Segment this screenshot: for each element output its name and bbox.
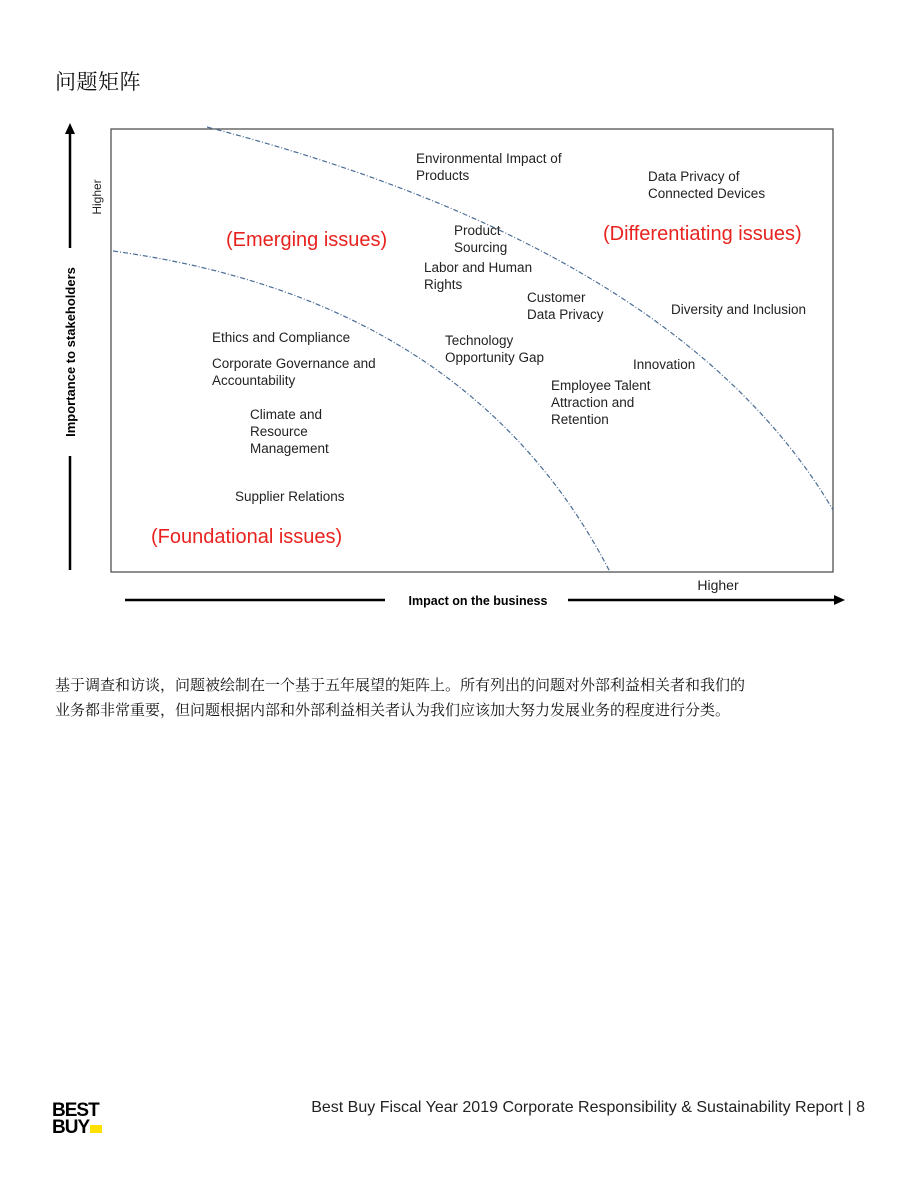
issue-environmental-impact: Environmental Impact of Products [416, 151, 562, 183]
footer-report-title: Best Buy Fiscal Year 2019 Corporate Responsibility & Sustainability Report | 8 [311, 1099, 865, 1116]
issue-diversity: Diversity and Inclusion [671, 302, 807, 317]
x-axis-label: Impact on the business [408, 594, 548, 608]
y-axis-label: Importance to stakeholders [63, 267, 78, 437]
issue-customer-privacy: Customer Data Privacy [527, 290, 604, 322]
body-paragraph [55, 673, 865, 723]
emerging-issues-label: (Emerging issues) [226, 229, 388, 251]
issue-innovation: Innovation [633, 357, 696, 372]
logo-line-1: BEST [52, 1100, 99, 1121]
issue-product-sourcing: Product Sourcing [454, 223, 508, 255]
issue-ethics: Ethics and Compliance [212, 330, 351, 345]
y-axis-high-label: Higher [90, 179, 104, 215]
logo-line-2-text: BUY [52, 1117, 90, 1138]
logo-yellow-tag-icon [90, 1125, 102, 1133]
y-axis-arrowhead [65, 123, 75, 134]
issue-employee-talent: Employee Talent Attraction and Retention [551, 378, 651, 427]
issue-labor-rights: Labor and Human Rights [424, 260, 533, 292]
differentiating-issues-label: (Differentiating issues) [603, 223, 802, 245]
section-title: 问题矩阵 [55, 70, 141, 94]
x-axis-high-label: Higher [697, 577, 739, 593]
x-axis-arrowhead [834, 595, 845, 605]
issue-data-privacy-devices: Data Privacy of Connected Devices [648, 169, 766, 201]
logo-line-2 [52, 1119, 122, 1136]
issue-supplier-relations: Supplier Relations [235, 489, 345, 504]
issue-climate: Climate and Resource Management [250, 407, 329, 456]
body-line-1: 基于调查和访谈，问题被绘制在一个基于五年展望的矩阵上。所有列出的问题对外部利益相关者和我们的 [55, 676, 746, 694]
issue-technology-gap: Technology Opportunity Gap [445, 333, 545, 365]
issue-governance: Corporate Governance and Accountability [212, 356, 376, 388]
body-line-2: 业务都非常重要，但问题根据内部和外部利益相关者认为我们应该加大努力发展业务的程度进行分类。 [55, 701, 731, 719]
foundational-issues-label: (Foundational issues) [151, 526, 343, 548]
best-buy-logo [52, 1102, 122, 1142]
